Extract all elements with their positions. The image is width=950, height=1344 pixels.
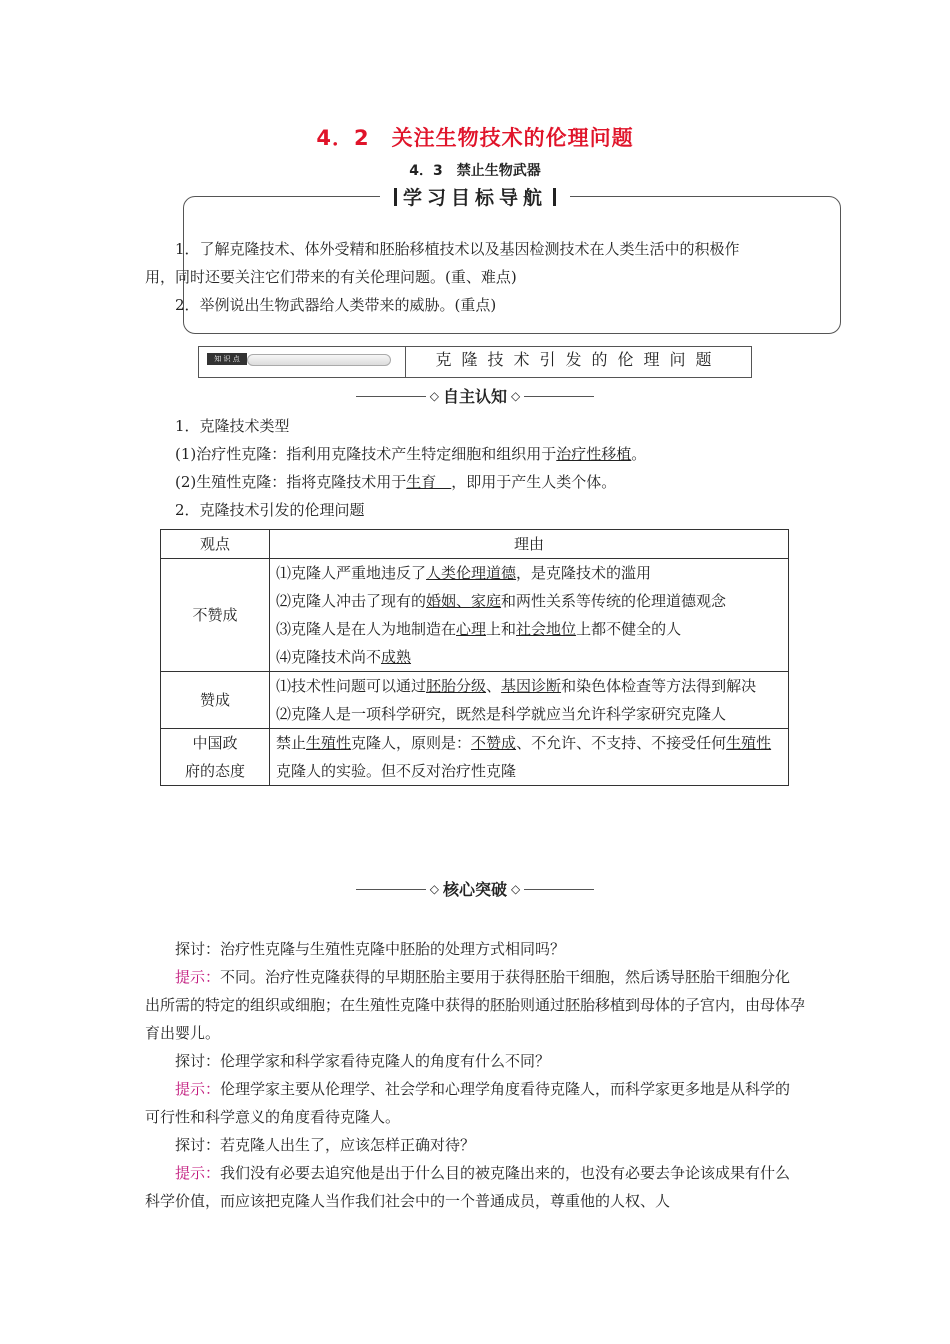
view-support: 赞成 [161, 672, 270, 729]
learning-goals-heading: 学习目标导航 [0, 183, 950, 210]
section-heading-self-study: ◇ 自主认知 ◇ [0, 384, 950, 407]
table-row [161, 729, 789, 786]
goal-item-1: 1．了解克隆技术、体外受精和胚胎移植技术以及基因检测技术在人类生活中的积极作 [175, 240, 740, 258]
diamond-icon: ◇ [429, 389, 439, 403]
goal-item-2: 2．举例说出生物武器给人类带来的威胁。(重点) [175, 296, 497, 314]
page-title: 4．2 关注生物技术的伦理问题 [316, 126, 634, 150]
reproductive-clone-line: (2)生殖性克隆：指将克隆技术用于生育 ，即用于产生人类个体。 [175, 473, 617, 491]
reason-oppose: ⑴克隆人严重地违反了人类伦理道德，是克隆技术的滥用 ⑵克隆人冲击了现有的婚姻、家庭和两性关系等传统的伦理道德观念 ⑶克隆人是在人为地制造在心理上和社会地位上都不健全的人 ⑷克隆技术尚不成熟 [270, 559, 789, 672]
view-oppose: 不赞成 [161, 559, 270, 672]
reason-china-gov: 禁止生殖性克隆人，原则是：不赞成、不允许、不支持、不接受任何生殖性克隆人的实验。但不反对治疗性克隆 [270, 729, 789, 786]
view-china-gov: 中国政 府的态度 [161, 729, 270, 786]
ethics-table [160, 529, 789, 786]
discussion-answer-1: 提示：不同。治疗性克隆获得的早期胚胎主要用于获得胚胎干细胞，然后诱导胚胎干细胞分化出所需的特定的组织或细胞；在生殖性克隆中获得的胚胎则通过胚胎移植到母体的子宫内，由母体孕育出婴儿。 [145, 968, 806, 1042]
table-header-view: 观点 [161, 530, 270, 559]
ethics-issue-heading: 2．克隆技术引发的伦理问题 [175, 501, 365, 519]
clone-types-heading: 1．克隆技术类型 [175, 417, 290, 435]
knowledge-point-tag: 知 识 点 [207, 353, 247, 365]
discussion-answer-2: 提示：伦理学家主要从伦理学、社会学和心理学角度看待克隆人，而科学家更多地是从科学的可行性和科学意义的角度看待克隆人。 [145, 1080, 791, 1126]
diamond-icon: ◇ [511, 389, 521, 403]
knowledge-point-title: 克隆技术引发的伦理问题 [435, 350, 722, 369]
table-row [161, 559, 789, 672]
section-heading-core: ◇ 核心突破 ◇ [0, 877, 950, 900]
goal-item-1-cont: 用，同时还要关注它们带来的有关伦理问题。(重、难点) [145, 268, 517, 286]
diamond-icon: ◇ [429, 882, 439, 896]
page-subtitle: 4．3 禁止生物武器 [409, 163, 541, 179]
discussion-answer-3: 提示：我们没有必要去追究他是出于什么目的被克隆出来的，也没有必要去争论该成果有什么科学价值，而应该把克隆人当作我们社会中的一个普通成员，尊重他的人权、人 [145, 1164, 791, 1210]
table-row [161, 530, 789, 559]
decorative-bar [247, 354, 391, 366]
reason-support: ⑴技术性问题可以通过胚胎分级、基因诊断和染色体检查等方法得到解决 ⑵克隆人是一项科学研究，既然是科学就应当允许科学家研究克隆人 [270, 672, 789, 729]
discussion-question-1: 探讨：治疗性克隆与生殖性克隆中胚胎的处理方式相同吗？ [175, 940, 566, 958]
discussion-question-3: 探讨：若克隆人出生了，应该怎样正确对待？ [175, 1136, 476, 1154]
discussion-question-2: 探讨：伦理学家和科学家看待克隆人的角度有什么不同？ [175, 1052, 551, 1070]
diamond-icon: ◇ [511, 882, 521, 896]
knowledge-point-banner [198, 346, 752, 378]
table-row [161, 672, 789, 729]
table-header-reason: 理由 [270, 530, 789, 559]
therapeutic-clone-line: (1)治疗性克隆：指利用克隆技术产生特定细胞和组织用于治疗性移植。 [175, 445, 647, 463]
